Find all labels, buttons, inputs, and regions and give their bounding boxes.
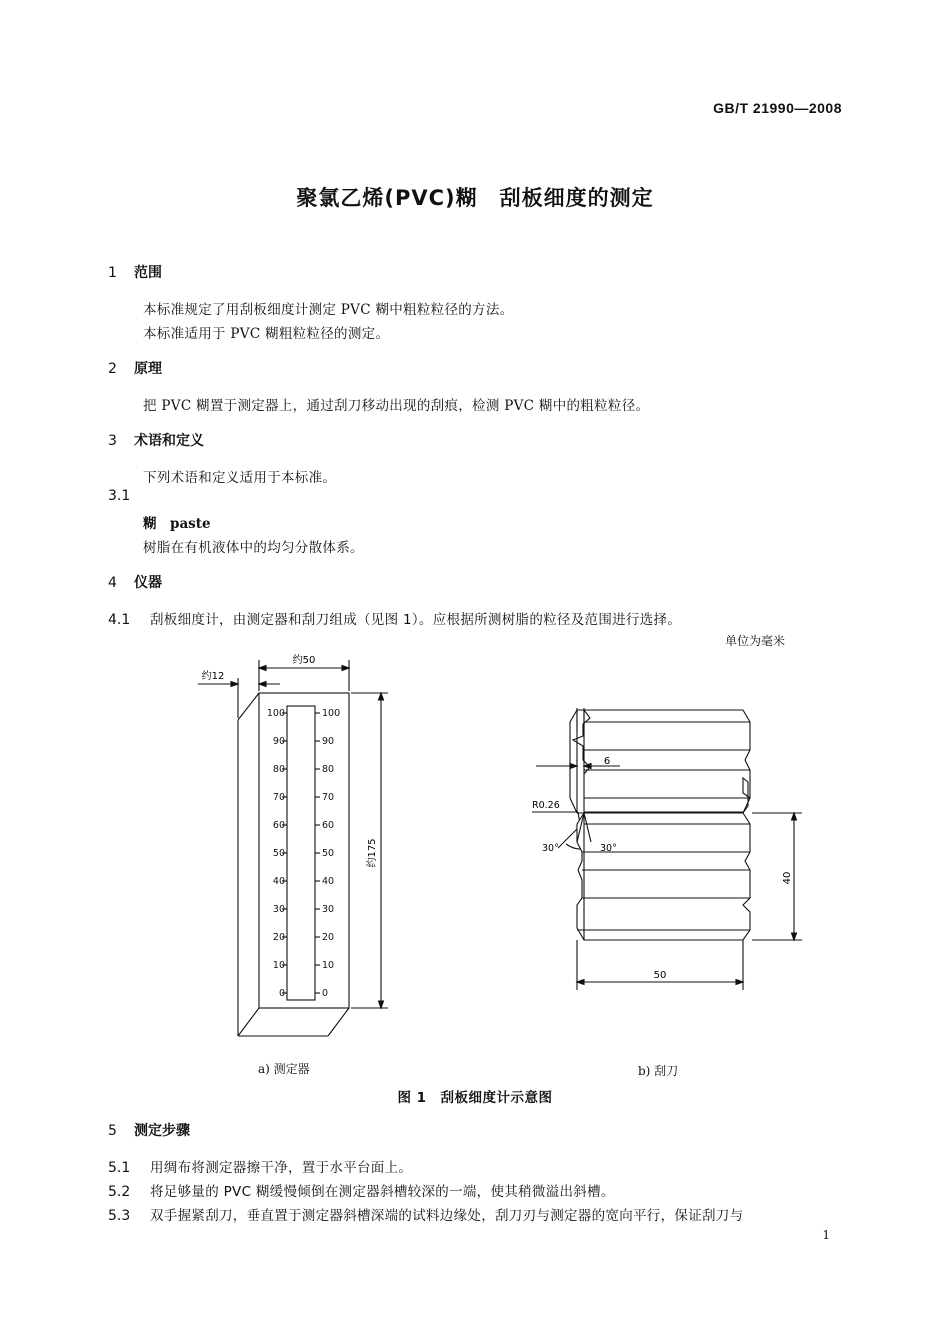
scale-label-right: 80 (322, 764, 335, 775)
section-title: 仪器 (134, 575, 162, 591)
paragraph: 刮板细度计，由测定器和刮刀组成（见图 1）。应根据所测树脂的粒径及范围进行选择。 (150, 612, 682, 628)
scale-label-left: 50 (272, 848, 285, 859)
step-number: 5.3 (108, 1208, 131, 1224)
paragraph: 本标准规定了用刮板细度计测定 PVC 糊中粗粒粒径的方法。 (143, 302, 514, 318)
tester-width-dim: 约50 (292, 655, 316, 666)
figure-a-caption: a) 测定器 (258, 1062, 310, 1076)
scale-label-right: 100 (322, 708, 341, 719)
subsection-number: 4.1 (108, 612, 131, 628)
scale-label-left: 60 (272, 820, 285, 831)
paragraph: 本标准适用于 PVC 糊粗粒粒径的测定。 (143, 326, 390, 342)
scale-label-left: 40 (272, 876, 285, 887)
scale-label-left: 100 (266, 708, 285, 719)
subsection-4-1 (108, 608, 681, 628)
section-2-heading (108, 358, 162, 378)
section-title: 范围 (134, 265, 162, 281)
section-number: 5 (108, 1123, 117, 1139)
scraper-body (577, 813, 750, 940)
scraper-thickness-dim: 6 (603, 756, 611, 767)
scraper-angle-left: 30° (542, 843, 559, 854)
scale-label-right: 0 (322, 988, 329, 999)
scraper-width-dim: 50 (653, 970, 667, 981)
scale-label-right: 60 (322, 820, 335, 831)
step-number: 5.1 (108, 1160, 131, 1176)
section-3-heading (108, 430, 204, 450)
scale-label-right: 40 (322, 876, 335, 887)
scale-label-left: 90 (272, 736, 285, 747)
scale-label-left: 0 (278, 988, 285, 999)
tester-scale-ticks (282, 713, 320, 993)
section-4-heading (108, 572, 162, 592)
scale-label-left: 30 (272, 904, 285, 915)
step-5-3 (108, 1204, 743, 1224)
tester-bevel-dim: 约12 (201, 671, 225, 682)
scale-label-left: 70 (272, 792, 285, 803)
section-title: 术语和定义 (134, 433, 204, 449)
step-5-1 (108, 1156, 412, 1176)
term-definition: 树脂在有机液体中的均匀分散体系。 (143, 540, 364, 556)
subsection-number: 3.1 (108, 488, 131, 504)
unit-note: 单位为毫米 (724, 634, 785, 648)
section-5-heading (108, 1120, 190, 1140)
scale-label-left: 20 (272, 932, 285, 943)
document-title: 聚氯乙烯(PVC)糊 刮板细度的测定 (296, 186, 654, 210)
term: 糊 paste (143, 516, 211, 532)
figure-1 (180, 648, 830, 1088)
step-text: 将足够量的 PVC 糊缓慢倾倒在测定器斜槽较深的一端，使其稍微溢出斜槽。 (150, 1184, 615, 1200)
scraper-height-dim: 40 (782, 871, 793, 885)
section-title: 原理 (134, 361, 162, 377)
section-number: 2 (108, 361, 117, 377)
step-number: 5.2 (108, 1184, 131, 1200)
scale-label-left: 10 (272, 960, 285, 971)
section-title: 测定步骤 (134, 1123, 190, 1139)
step-text: 用绸布将测定器擦干净，置于水平台面上。 (150, 1160, 413, 1176)
page-number: 1 (822, 1228, 830, 1242)
tester-height-dim: 约175 (367, 838, 378, 868)
section-1-heading (108, 262, 162, 282)
standard-code: GB/T 21990—2008 (713, 100, 842, 116)
scale-label-right: 50 (322, 848, 335, 859)
figure-b-caption: b) 刮刀 (638, 1064, 679, 1078)
section-number: 1 (108, 265, 117, 281)
scraper-angle-right: 30° (600, 843, 617, 854)
section-number: 4 (108, 575, 117, 591)
scale-label-left: 80 (272, 764, 285, 775)
figure-caption: 图 1 刮板细度计示意图 (397, 1090, 553, 1106)
tester-drawing (198, 660, 388, 1036)
paragraph: 下列术语和定义适用于本标准。 (143, 470, 337, 486)
step-text: 双手握紧刮刀，垂直置于测定器斜槽深端的试料边缘处，刮刀刃与测定器的宽向平行，保证刮刀与 (150, 1208, 744, 1224)
scale-label-right: 20 (322, 932, 335, 943)
scraper-radius-dim: R0.26 (532, 800, 560, 811)
scale-label-right: 30 (322, 904, 335, 915)
scale-label-right: 10 (322, 960, 335, 971)
scale-label-right: 90 (322, 736, 335, 747)
section-number: 3 (108, 433, 117, 449)
paragraph: 把 PVC 糊置于测定器上，通过刮刀移动出现的刮痕，检测 PVC 糊中的粗粒粒径。 (143, 398, 650, 414)
scale-label-right: 70 (322, 792, 335, 803)
step-5-2 (108, 1180, 615, 1200)
